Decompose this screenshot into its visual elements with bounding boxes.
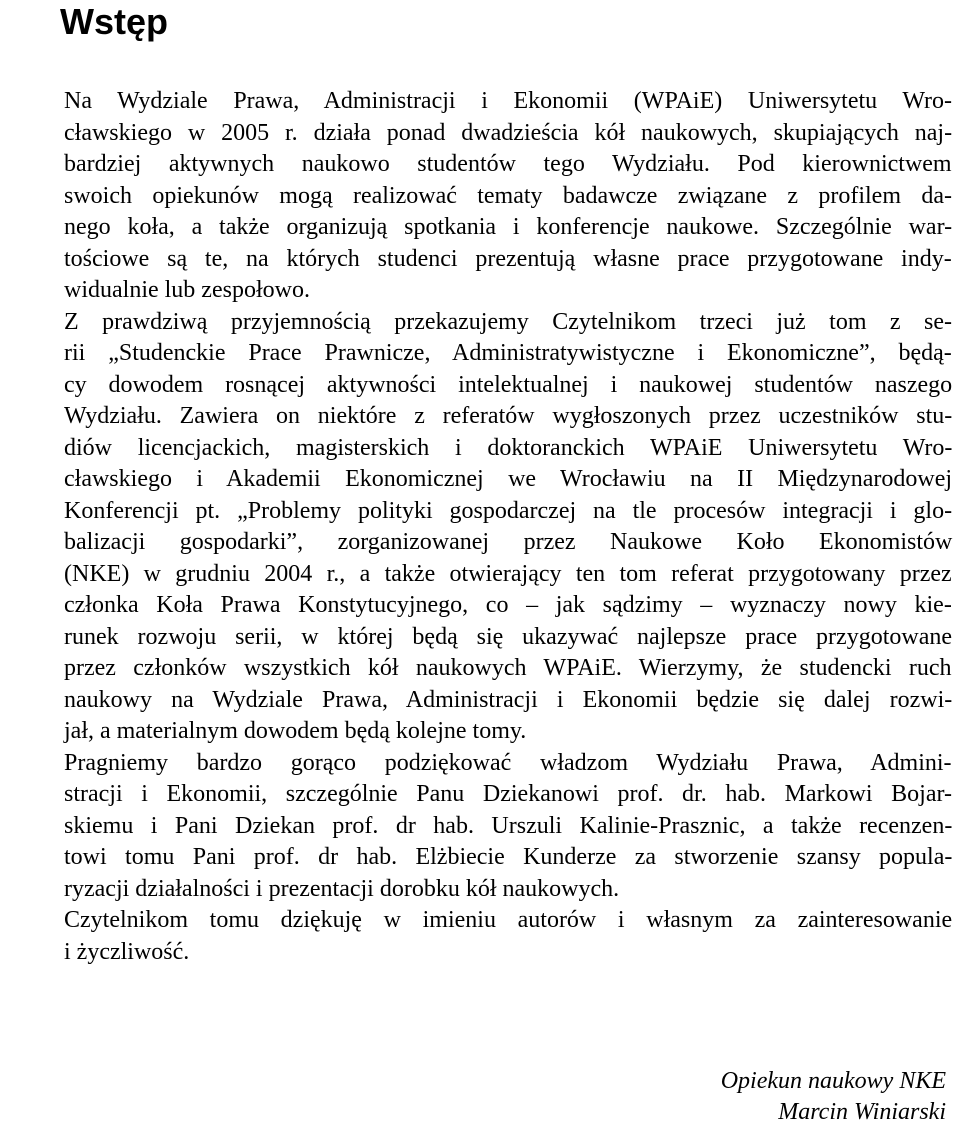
- text-line: Z prawdziwą przyjemnością przekazujemy Czytelnikom trzeci już tom z se-: [64, 308, 952, 335]
- text-line: diów licencjackich, magisterskich i doktoranckich WPAiE Uniwersytetu Wro-: [64, 434, 953, 461]
- text-line: swoich opiekunów mogą realizować tematy badawcze związane z profilem da-: [64, 182, 952, 209]
- text-line: przez członków wszystkich kół naukowych WPAiE. Wierzymy, że studencki ruch: [64, 655, 952, 681]
- text-line: jał, a materialnym dowodem będą kolejne tomy.: [64, 718, 527, 744]
- text-line: stracji i Ekonomii, szczególnie Panu Dziekanowi prof. dr. hab. Markowi Bojar-: [64, 781, 952, 807]
- text-line: Na Wydziale Prawa, Administracji i Ekonomii (WPAiE) Uniwersytetu Wro-: [64, 88, 953, 114]
- text-line: i życzliwość.: [64, 938, 190, 965]
- signature-block: [721, 1066, 946, 1128]
- signature-role: Opiekun naukowy NKE: [720, 1068, 946, 1094]
- text-line: cławskiego i Akademii Ekonomicznej we Wrocławiu na II Międzynarodowej: [64, 466, 953, 492]
- text-line: Wydziału. Zawiera on niektóre z referatów wygłoszonych przez uczestników stu-: [64, 403, 953, 429]
- text-line: bardziej aktywnych naukowo studentów tego Wydziału. Pod kierownictwem: [64, 151, 952, 177]
- text-line: członka Koła Prawa Konstytucyjnego, co – jak sądzimy – wyznaczy nowy kie-: [64, 592, 952, 618]
- text-line: ryzacji działalności i prezentacji dorobku kół naukowych.: [64, 875, 620, 902]
- page-heading: Wstęp: [60, 1, 168, 42]
- text-line: cy dowodem rosnącej aktywności intelektualnej i naukowej studentów naszego: [64, 371, 953, 398]
- text-line: Konferencji pt. „Problemy polityki gospodarczej na tle procesów integracji i glo-: [64, 497, 953, 524]
- text-line: tościowe są te, na których studenci prezentują własne prace przygotowane indy-: [64, 245, 952, 272]
- text-line: rii „Studenckie Prace Prawnicze, Administratywistyczne i Ekonomiczne”, będą-: [64, 340, 952, 366]
- signature-name: Marcin Winiarski: [778, 1099, 946, 1125]
- text-line: Pragniemy bardzo gorąco podziękować władzom Wydziału Prawa, Admini-: [64, 749, 952, 776]
- text-line: runek rozwoju serii, w której będą się ukazywać najlepsze prace przygotowane: [64, 623, 953, 650]
- text-line: (NKE) w grudniu 2004 r., a także otwierający ten tom referat przygotowany przez: [64, 560, 952, 587]
- text-line: skiemu i Pani Dziekan prof. dr hab. Urszuli Kalinie-Prasznic, a także recenzen-: [64, 812, 953, 839]
- text-line: naukowy na Wydziale Prawa, Administracji i Ekonomii będzie się dalej rozwi-: [64, 686, 953, 713]
- text-line: nego koła, a także organizują spotkania i konferencje naukowe. Szczególnie war-: [64, 214, 953, 240]
- text-line: widualnie lub zespołowo.: [64, 277, 310, 303]
- text-line: Czytelnikom tomu dziękuję w imieniu autorów i własnym za zainteresowanie: [64, 907, 953, 933]
- text-line: balizacji gospodarki”, zorganizowanej przez Naukowe Koło Ekonomistów: [64, 529, 953, 555]
- text-line: towi tomu Pani prof. dr hab. Elżbiecie Kunderze za stworzenie szansy popula-: [64, 844, 953, 870]
- body-text: [64, 86, 952, 968]
- text-line: cławskiego w 2005 r. działa ponad dwadzieścia kół naukowych, skupiających naj-: [64, 119, 953, 146]
